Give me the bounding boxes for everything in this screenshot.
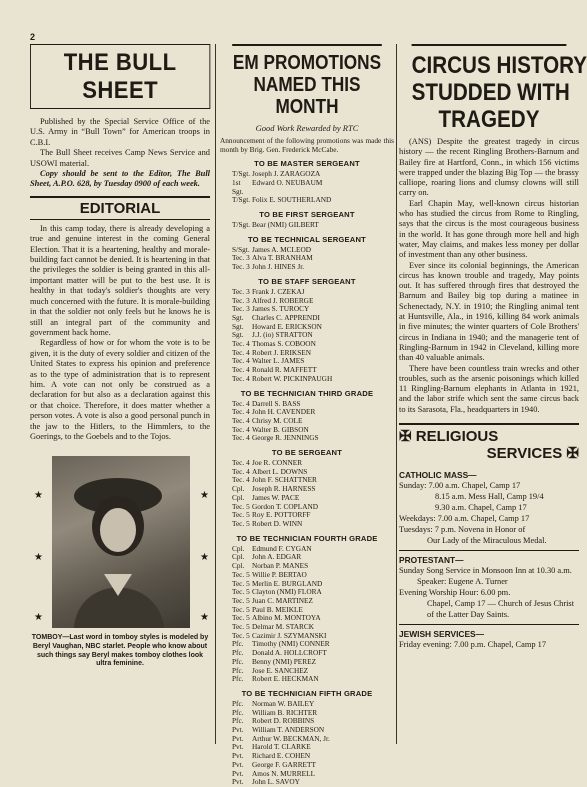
promotion-section-title: TO BE MASTER SERGEANT: [254, 159, 360, 169]
soldier-name: William T. ANDERSON: [252, 725, 325, 735]
soldier-name: Delmar M. STARCK: [252, 622, 315, 632]
promotion-row: [220, 485, 394, 494]
promotion-row: [220, 179, 394, 196]
promotion-section-title: TO BE TECHNICIAN FOURTH GRADE: [236, 533, 378, 543]
rank: Tec. 5: [232, 518, 250, 528]
service-time: Our Lady of the Miraculous Medal.: [427, 536, 547, 546]
soldier-name: Richard E. COHEN: [252, 751, 311, 761]
service-time: 8.15 a.m. Mess Hall, Camp 19/4: [435, 492, 544, 502]
rank: Pvt.: [232, 751, 244, 761]
star-icon: ★: [200, 612, 209, 624]
soldier-name: Charles C. APPRENDI: [252, 312, 320, 322]
rank: S/Sgt.: [232, 244, 250, 254]
soldier-name: Chrisy M. COLE: [252, 415, 303, 425]
rank: Tec. 4: [232, 475, 250, 485]
promotion-row: [220, 770, 394, 779]
soldier-name: Joseph R. HARNESS: [252, 484, 316, 494]
promotion-row: [220, 263, 394, 272]
soldier-name: Walter B. GIBSON: [252, 424, 309, 434]
star-icon: ★: [34, 552, 43, 564]
promotion-row: [220, 375, 394, 384]
promotion-row: [220, 520, 394, 529]
rank: Pfc.: [232, 648, 244, 658]
jewish-heading: JEWISH SERVICES—: [399, 629, 485, 640]
rank: Tec. 3: [232, 286, 250, 296]
soldier-name: Amos N. MURRELL: [252, 768, 316, 778]
editorial-paragraph: Regardless of how or for whom the vote is to be given, it is the duty of every soldier and citizen of the United States to express his opinion and preference as to the type of administration that is to represent him. A vote can not only be construed as a declaration for but also as a declaration against this or that choice. Therefore, it does matter whether a person votes. A vote is also a good personal punch in the jaw to the Hitlers, to the Himmlers, to the Goerings, to the Goebels and to the Tojos.: [30, 338, 210, 441]
rank: Cpl.: [232, 484, 245, 494]
heading-line: SERVICES ✠: [486, 445, 579, 463]
soldier-name: Robert J. ERIKSEN: [252, 347, 311, 357]
service-time: Sunday: 7.00 a.m. Chapel, Camp 17: [399, 481, 521, 491]
service-time: Evening Worship Hour: 6.00 pm.: [399, 588, 511, 598]
promotions-headline: [232, 44, 382, 118]
headline-line: TRAGEDY: [438, 106, 540, 133]
soldier-name: Joe R. CONNER: [252, 458, 303, 468]
rank: Pvt.: [232, 777, 244, 787]
soldier-name: John L. SAVOY: [252, 777, 300, 787]
rank: Pvt.: [232, 733, 244, 743]
rank: Pvt.: [232, 768, 244, 778]
rank: T/Sgt.: [232, 220, 251, 229]
rank: Tec. 4: [232, 373, 250, 383]
promotion-section-title: TO BE TECHNICAL SERGEANT: [247, 234, 366, 244]
rank: Tec. 5: [232, 587, 250, 597]
star-icon: ★: [34, 490, 43, 502]
soldier-name: Robert E. HECKMAN: [252, 674, 319, 684]
rank: Tec. 3: [232, 304, 250, 314]
service-time: 9.30 a.m. Chapel, Camp 17: [435, 503, 527, 513]
rank: Tec. 4: [232, 347, 250, 357]
soldier-name: Robert D. WINN: [252, 518, 303, 528]
rank: Pfc.: [232, 698, 244, 708]
tomboy-photo: [52, 456, 190, 628]
promotion-section-title: TO BE FIRST SERGEANT: [259, 210, 355, 219]
rank: Tec. 4: [232, 365, 250, 375]
rank: 1st Sgt.: [232, 177, 244, 196]
soldier-name: Benny (NMI) PEREZ: [252, 656, 317, 666]
soldier-name: Gordon T. COPLAND: [252, 501, 319, 511]
headline-line: CIRCUS HISTORY: [411, 52, 587, 79]
soldier-name: George R. JENNINGS: [252, 433, 319, 443]
promotion-row: [220, 196, 394, 205]
soldier-name: Alfred J. ROBERGE: [252, 295, 314, 305]
rank: T/Sgt.: [232, 195, 251, 205]
soldier-name: Howard E. ERICKSON: [252, 321, 322, 331]
circus-paragraph: Earl Chapin May, well-known circus historian who has studied the circus from Rome to Ringling, says that the circus is the most courageous business in the world. It has gone through more hell and high water, May claims, and makes less money per dollar of investment than any other business.: [399, 198, 579, 260]
rank: Sgt.: [232, 312, 244, 322]
soldier-name: Cazimir J. SZYMANSKI: [252, 630, 327, 640]
masthead: THE BULL SHEET: [30, 44, 210, 109]
page-number: 2: [30, 32, 36, 42]
soldier-name: J.J. (io) STRATTON: [252, 330, 313, 340]
rank: Sgt.: [232, 321, 244, 331]
rank: Pvt.: [232, 725, 244, 735]
promotion-section-title: TO BE STAFF SERGEANT: [258, 276, 356, 286]
rank: Pfc.: [232, 665, 244, 675]
rank: Pvt.: [232, 759, 244, 769]
rank: Tec. 4: [232, 407, 250, 417]
rank: Cpl.: [232, 561, 245, 571]
rank: Pfc.: [232, 639, 244, 649]
copy-deadline: Copy should be sent to the Editor, The Bull Sheet, A.P.O. 628, by Tuesday 0900 of each week.: [30, 169, 210, 189]
circus-paragraph: There have been countless train wrecks and other troubles, such as the arsenic poisonings which killed 11 Ringling-Barnum elephants in Atlanta in 1921, and the labor strife which sent the same circus back to its Sarasota, Fla., headquarters in 1940.: [399, 363, 579, 414]
soldier-name: John A. EDGAR: [252, 552, 302, 562]
intro-paragraph: The Bull Sheet receives Camp News Service and USOWI material.: [30, 148, 210, 168]
soldier-name: Bear (NMI) GILBERT: [252, 220, 319, 229]
rank: Tec. 5: [232, 501, 250, 511]
rank: Tec. 4: [232, 398, 250, 408]
rank: Tec. 5: [232, 569, 250, 579]
column-divider: [396, 44, 397, 744]
soldier-name: Albert L. DOWNS: [252, 466, 308, 476]
star-icon: ★: [200, 490, 209, 502]
promotions-subhead: Good Work Rewarded by RTC: [255, 123, 359, 133]
soldier-name: John J. HINES Jr.: [252, 262, 305, 272]
star-icon: ★: [200, 552, 209, 564]
rank: Tec. 5: [232, 613, 250, 623]
catholic-heading: CATHOLIC MASS—: [399, 470, 477, 481]
photo-section: [30, 452, 210, 630]
soldier-name: John F. SCHATTNER: [252, 475, 317, 485]
soldier-name: Folix E. SOUTHERLAND: [252, 195, 332, 205]
promotion-section-title: TO BE TECHNICIAN THIRD GRADE: [240, 388, 374, 398]
editorial-paragraph: In this camp today, there is already developing a true and genuine interest in the coming General Election. That it is a heartening, healthy and morale-building fact cannot be denied. It is heartening in that the privileges the soldier is being granted in this all-important matter will be put to the best use. It is healthy in that today's soldier's thoughts are very much concerned with the future. It is morale-building in that the soldier not only feels but he knows he is still an integral part of the community and government back home.: [30, 223, 210, 337]
rank: Tec. 3: [232, 262, 250, 272]
promotion-row: [220, 675, 394, 684]
rank: Tec. 4: [232, 466, 250, 476]
rank: Tec. 5: [232, 510, 250, 520]
soldier-name: Paul B. MEIKLE: [252, 604, 303, 614]
soldier-name: Thomas S. COBOON: [252, 339, 316, 349]
photo-caption: TOMBOY—Last word in tomboy styles is modeled by Beryl Vaughan, NBC starlet. People who know about such things say Beryl makes tomboy clothes look ultra feminine.: [31, 634, 209, 668]
soldier-name: James W. PACE: [252, 492, 300, 502]
promotion-row: [220, 434, 394, 443]
soldier-name: Roy E. POTTORFF: [252, 510, 311, 520]
rank: Tec. 4: [232, 415, 250, 425]
soldier-name: Albino M. MONTOYA: [252, 613, 321, 623]
rank: Tec. 5: [232, 630, 250, 640]
announcement: Announcement of the following promotions was made this month by Brig. Gen. Frederick McCabe.: [220, 136, 394, 154]
rank: Cpl.: [232, 492, 245, 502]
star-icon: ★: [34, 612, 43, 624]
service-time: Sunday Song Service in Monsoon Inn at 10.30 a.m.: [399, 566, 572, 576]
soldier-name: Ronald R. MAFFETT: [252, 365, 317, 375]
soldier-name: Donald A. HOLLCROFT: [252, 648, 327, 658]
column-divider: [215, 44, 216, 744]
heading-line: ✠ RELIGIOUS: [399, 428, 499, 446]
rank: Pfc.: [232, 707, 244, 717]
promotion-row: [220, 778, 394, 787]
soldier-name: Robert W. PICKINPAUGH: [252, 373, 333, 383]
rank: Tec. 5: [232, 595, 250, 605]
promotion-sections: [220, 159, 394, 787]
soldier-name: Willie P. BERTAO: [252, 569, 307, 579]
circus-headline: [411, 44, 587, 133]
rank: Cpl.: [232, 552, 245, 562]
soldier-name: Clayton (NMI) FLORA: [252, 587, 322, 597]
service-speaker: Speaker: Eugene A. Turner: [417, 577, 508, 587]
rank: Tec. 5: [232, 622, 250, 632]
promotion-section-title: TO BE TECHNICIAN FIFTH GRADE: [241, 688, 373, 698]
service-time: Weekdays: 7.00 a.m. Chapel, Camp 17: [399, 514, 530, 524]
circus-paragraph: (ANS) Despite the greatest tragedy in circus history — the recent Ringling Brothers-Barnum and Bailey fire at Hartford, Conn., in which 156 victims were trapped under the blazing Big Top — the brassy calliope, roaring lions and clumsy clowns will still carry on.: [399, 137, 579, 198]
rank: Cpl.: [232, 543, 245, 553]
soldier-name: Arthur W. BECKMAN, Jr.: [252, 733, 330, 743]
headline-line: NAMED THIS MONTH: [253, 74, 361, 118]
soldier-name: Joseph J. ZARAGOZA: [252, 169, 321, 179]
right-column: [399, 44, 587, 650]
soldier-name: Alva T. BRANHAM: [252, 253, 313, 263]
circus-paragraph: Ever since its colonial beginnings, the American circus has known trouble and tragedy, May points out. It has suffered through fires that destroyed the Barnum and Bailey big top during a matinee in Schenectady, N.Y. in 1910; the Ringling animal tent at Huntsville, Ala., in 1916, killing 84 work animals in five minutes; the winter quarters of Cole Brothers' circus in Indiana in 1940; and the managerie tent of Ringling-Barnum in 1942 in Cleveland, killing more than 40 valuable animals.: [399, 260, 579, 363]
intro-paragraph: Published by the Special Service Office of the U.S. Army in “Bull Town” for American troops in C.B.I.: [30, 117, 210, 147]
service-time: Tuesdays: 7 p.m. Novena in Honor of: [399, 525, 526, 535]
rank: Tec. 4: [232, 424, 250, 434]
religious-services-heading: [399, 423, 579, 462]
soldier-name: George F. GARRETT: [252, 759, 316, 769]
promotion-row: [220, 545, 394, 554]
soldier-name: James S. TUROCY: [252, 304, 310, 314]
service-location: Chapel, Camp 17 — Church of Jesus Christ of the Latter Day Saints.: [427, 599, 575, 620]
middle-column: [220, 44, 394, 787]
soldier-name: Walter L. JAMES: [252, 356, 305, 366]
soldier-name: John H. CAVENDER: [252, 407, 316, 417]
headline-line: STUDDED WITH: [411, 79, 570, 106]
rank: Tec. 4: [232, 339, 250, 349]
soldier-name: Merlin E. BURGLAND: [252, 578, 323, 588]
soldier-name: Timothy (NMI) CONNER: [252, 639, 330, 649]
soldier-name: Norban P. MANES: [252, 561, 309, 571]
divider: [399, 550, 579, 551]
rank: Tec. 5: [232, 578, 250, 588]
soldier-name: Jose E. SANCHEZ: [252, 665, 309, 675]
left-column: [30, 44, 210, 669]
rank: T/Sgt.: [232, 169, 251, 179]
rank: Pvt.: [232, 742, 244, 752]
divider: [399, 624, 579, 625]
rank: Pfc.: [232, 716, 244, 726]
headline-line: EM PROMOTIONS: [232, 52, 382, 74]
promotion-row: [220, 221, 394, 230]
rank: Pfc.: [232, 674, 244, 684]
rank: Tec. 4: [232, 356, 250, 366]
protestant-heading: PROTESTANT—: [399, 555, 464, 566]
soldier-name: Frank J. CZEKAJ: [252, 286, 305, 296]
soldier-name: Edward O. NEUBAUM: [252, 177, 323, 187]
editorial-heading: EDITORIAL: [30, 196, 210, 220]
rank: Sgt.: [232, 330, 244, 340]
soldier-name: Edmund F. CYGAN: [252, 543, 312, 553]
rank: Pfc.: [232, 656, 244, 666]
rank: Tec. 4: [232, 458, 250, 468]
rank: Tec. 3: [232, 295, 250, 305]
rank: Tec. 3: [232, 253, 250, 263]
soldier-name: Juan C. MARTINEZ: [252, 595, 313, 605]
rank: Tec. 4: [232, 433, 250, 443]
soldier-name: William B. RICHTER: [252, 707, 318, 717]
service-time: Friday evening: 7.00 p.m. Chapel, Camp 17: [399, 640, 547, 650]
soldier-name: Robert D. ROBBINS: [252, 716, 315, 726]
soldier-name: James A. MCLEOD: [252, 244, 311, 254]
soldier-name: Norman W. BAILEY: [252, 698, 315, 708]
rank: Tec. 5: [232, 604, 250, 614]
promotion-section-title: TO BE SERGEANT: [271, 448, 343, 458]
soldier-name: Darrell S. BASS: [252, 398, 301, 408]
soldier-name: Harold T. CLARKE: [252, 742, 311, 752]
